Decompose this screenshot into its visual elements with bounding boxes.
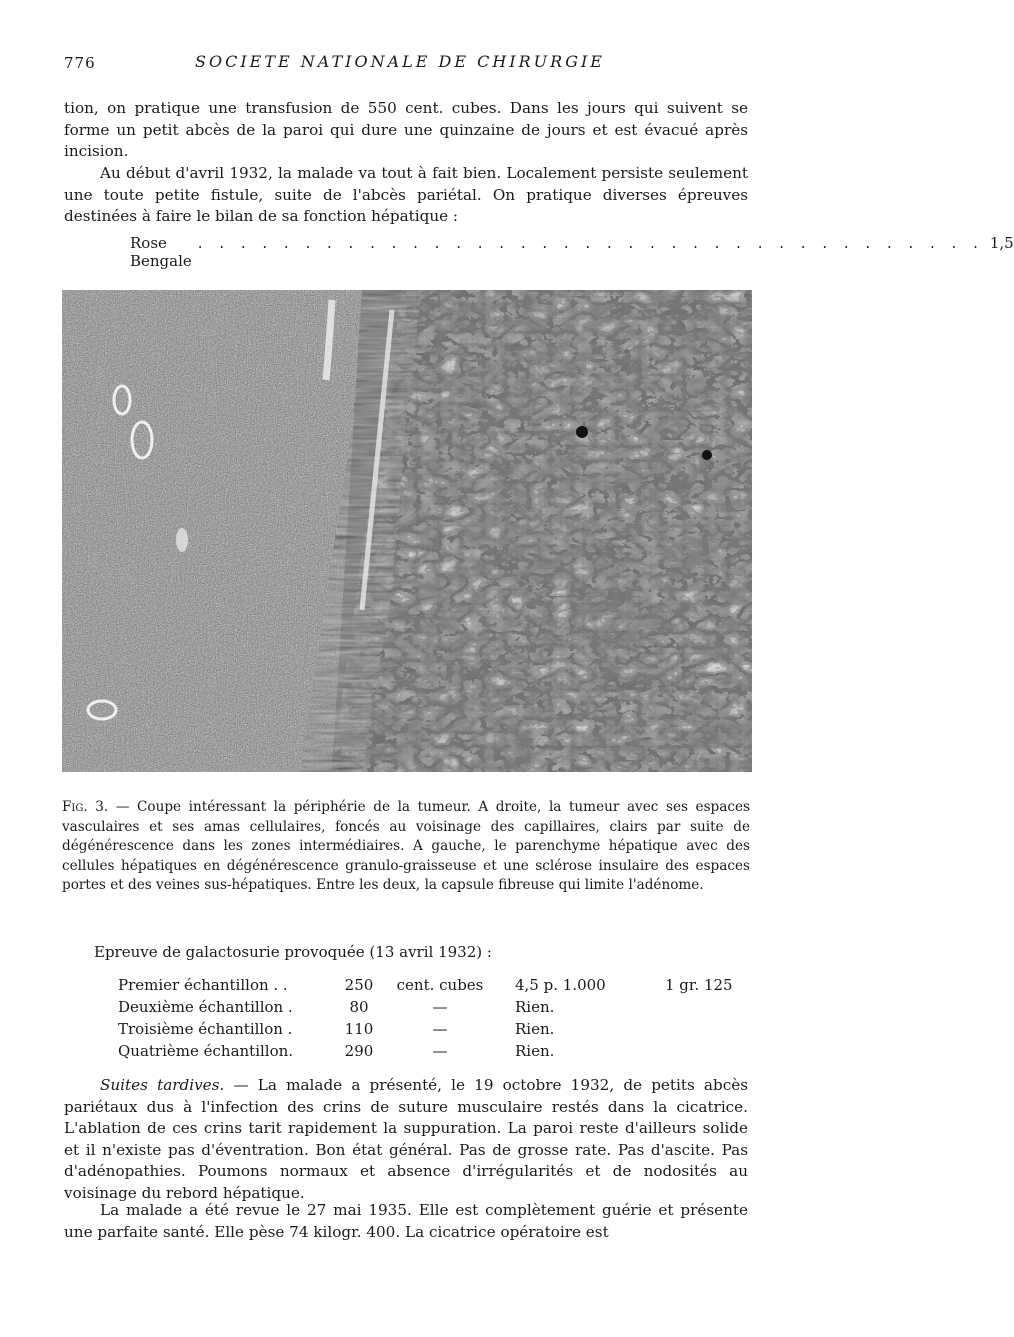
suites-label: Suites tardives. [100,1076,225,1094]
table-row [118,998,765,1020]
sample-grams: 1 gr. 125 [665,976,733,994]
running-title: SOCIETE NATIONALE DE CHIRURGIE [195,52,605,71]
sample-ratio: Rien. [515,1042,555,1060]
figure-label: Fig. 3. [62,799,109,815]
sample-grams [665,1020,765,1042]
sample-volume: 290 [344,1042,374,1060]
table-row [118,1020,765,1042]
micrograph-image [62,290,752,772]
leader-dots: . . . . . . . . . . . . . . . . . . . . . . . . . . . . . . . . . . . . . [197,234,984,252]
sample-unit: — [432,998,448,1016]
paragraph-suites-tardives [64,1075,748,1204]
sample-unit: cent. cubes [396,976,484,994]
galactosurie-table [118,976,765,1064]
sample-ratio: 4,5 p. 1.000 [515,976,606,994]
sample-name: Deuxième échantillon . [118,998,293,1016]
sample-volume: 250 [344,976,374,994]
paragraph-transfusion: tion, on pratique une transfusion de 550 cent. cubes. Dans les jours qui suivent se forme un petit abcès de la paroi qui dure une quinzaine de jours et est évacué après incision. [64,99,748,160]
histology-micrograph [62,290,752,772]
figure-caption [62,798,750,896]
sample-name: Troisième échantillon . [118,1020,293,1038]
galactosurie-heading: Epreuve de galactosurie provoquée (13 avril 1932) : [94,943,492,961]
sample-grams [665,998,765,1020]
table-row [118,1042,765,1064]
page-number: 776 [64,54,96,72]
paragraph-avril: Au début d'avril 1932, la malade va tout à fait bien. Localement persiste seulement une toute petite fistule, suite de l'abcès pariétal. On pratique diverses épreuves destinées à faire le bilan de sa fonction hépatique : [64,164,748,225]
sample-name: Quatrième échantillon. [118,1042,294,1060]
sample-unit: — [432,1020,448,1038]
paragraph-revue: La malade a été revue le 27 mai 1935. Elle est complètement guérie et présente une parfaite santé. Elle pèse 74 kilogr. 400. La cicatrice opératoire est [64,1201,748,1241]
sample-ratio: Rien. [515,998,555,1016]
rose-bengale-row [130,234,1014,270]
rose-bengale-label: Rose Bengale [130,234,192,270]
rose-bengale-value: 1,5 [989,234,1014,252]
sample-volume: 110 [344,1020,374,1038]
table-row [118,976,765,998]
sample-name: Premier échantillon . . [118,976,288,994]
figure-caption-text: — Coupe intéressant la périphérie de la tumeur. A droite, la tumeur avec ses espaces vasculaires et ses amas cellulaires, foncés au voisinage des capillaires, clairs par suite de dégénérescence dans les zones intermédiaires. A gauche, le parenchyme hépatique avec des cellules hépatiques en dégénérescence granulo-graisseuse et une sclérose insulaire des espaces portes et des veines sus-hépatiques. Entre les deux, la capsule fibreuse qui limite l'adénome. [62,799,751,893]
sample-ratio: Rien. [515,1020,555,1038]
sample-grams [665,1042,765,1064]
suites-text: — La malade a présenté, le 19 octobre 1932, de petits abcès pariétaux dus à l'infection des crins de suture musculaire restés dans la cicatrice. L'ablation de ces crins tarit rapidement la suppuration. La paroi reste d'ailleurs solide et il n'existe pas d'éventration. Bon état général. Pas de grosse rate. Pas d'ascite. Pas d'adénopathies. Poumons normaux et absence d'irrégularités et de nodosités au voisinage du rebord hépatique. [64,1076,748,1202]
sample-unit: — [432,1042,448,1060]
sample-volume: 80 [349,998,369,1016]
